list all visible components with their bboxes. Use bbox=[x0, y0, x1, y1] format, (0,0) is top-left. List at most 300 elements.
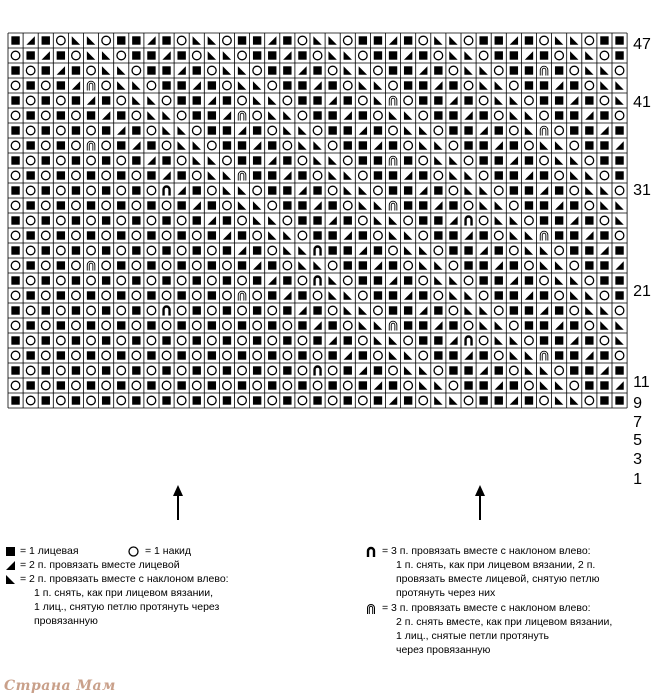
knit-cell bbox=[359, 381, 367, 389]
knit-cell bbox=[404, 66, 412, 74]
yarn-over-cell bbox=[87, 246, 96, 255]
ssk-cell bbox=[495, 336, 503, 344]
knit-cell bbox=[600, 351, 608, 359]
knit-cell bbox=[404, 276, 412, 284]
knit-cell bbox=[193, 96, 201, 104]
yarn-over-cell bbox=[26, 186, 35, 195]
knit-cell bbox=[42, 96, 50, 104]
knit-cell bbox=[162, 246, 170, 254]
sk2p-cell bbox=[315, 277, 321, 286]
yarn-over-cell bbox=[117, 156, 126, 165]
knit-cell bbox=[404, 81, 412, 89]
yarn-over-cell bbox=[268, 396, 277, 405]
knit-cell bbox=[268, 51, 276, 59]
knit-cell bbox=[117, 321, 125, 329]
ssk-cell bbox=[525, 246, 533, 254]
ssk-cell bbox=[525, 231, 533, 239]
knit-cell bbox=[479, 396, 487, 404]
knit-cell bbox=[132, 336, 140, 344]
yarn-over-cell bbox=[494, 306, 503, 315]
knit-cell bbox=[374, 276, 382, 284]
knit-cell bbox=[313, 96, 321, 104]
ssk-cell bbox=[162, 111, 170, 119]
yarn-over-cell bbox=[102, 291, 111, 300]
k2tog-cell bbox=[162, 171, 170, 179]
yarn-over-cell bbox=[253, 66, 262, 75]
knit-cell bbox=[57, 171, 65, 179]
yarn-over-cell bbox=[283, 351, 292, 360]
legend-ssk-2: 1 п. снять, как при лицевом вязании, bbox=[34, 587, 214, 599]
knit-cell bbox=[72, 66, 80, 74]
knit-cell bbox=[208, 126, 216, 134]
yarn-over-cell bbox=[147, 186, 156, 195]
ssk-cell bbox=[510, 231, 518, 239]
knit-cell bbox=[11, 36, 19, 44]
yarn-over-cell bbox=[72, 381, 81, 390]
knit-cell bbox=[389, 66, 397, 74]
k2tog-cell bbox=[374, 141, 382, 149]
knit-cell bbox=[26, 141, 34, 149]
legend-ssk-4: провязанную bbox=[34, 615, 98, 627]
yarn-over-cell bbox=[117, 396, 126, 405]
ssk-cell bbox=[253, 216, 261, 224]
knit-cell bbox=[132, 186, 140, 194]
yarn-over-cell bbox=[208, 396, 217, 405]
watermark: Страна Мам bbox=[4, 678, 116, 694]
knit-cell bbox=[359, 141, 367, 149]
yarn-over-cell bbox=[223, 321, 232, 330]
ssk-cell bbox=[615, 96, 623, 104]
knit-cell bbox=[253, 336, 261, 344]
ssk-cell bbox=[253, 201, 261, 209]
knit-cell bbox=[495, 171, 503, 179]
knit-cell bbox=[479, 156, 487, 164]
ssk-cell bbox=[615, 81, 623, 89]
k2tog-cell bbox=[313, 321, 321, 329]
ssk-cell bbox=[102, 51, 110, 59]
k2tog-cell bbox=[177, 66, 185, 74]
knit-cell bbox=[162, 216, 170, 224]
yarn-over-cell bbox=[359, 336, 368, 345]
yarn-over-cell bbox=[283, 96, 292, 105]
ssk-cell bbox=[344, 51, 352, 59]
knit-cell bbox=[193, 306, 201, 314]
knit-cell bbox=[42, 126, 50, 134]
sk2p-cell bbox=[315, 367, 321, 376]
knit-cell bbox=[389, 381, 397, 389]
row-label: 47 bbox=[633, 36, 651, 53]
knit-cell bbox=[328, 111, 336, 119]
yarn-over-cell bbox=[585, 396, 594, 405]
knit-cell bbox=[615, 366, 623, 374]
yarn-over-cell bbox=[449, 66, 458, 75]
knit-cell bbox=[57, 261, 65, 269]
ssk-cell bbox=[570, 36, 578, 44]
legend-k2tog: = 2 п. провязать вместе лицевой bbox=[20, 559, 180, 571]
knit-cell bbox=[117, 261, 125, 269]
knit-cell bbox=[11, 126, 19, 134]
knit-cell bbox=[389, 186, 397, 194]
yarn-over-cell bbox=[26, 396, 35, 405]
k2tog-cell bbox=[585, 111, 593, 119]
ssk-cell bbox=[600, 66, 608, 74]
knit-cell bbox=[117, 36, 125, 44]
yarn-over-cell bbox=[328, 306, 337, 315]
ssk-cell bbox=[404, 111, 412, 119]
yarn-over-cell bbox=[268, 246, 277, 255]
ssk-cell bbox=[525, 351, 533, 359]
ssk-cell bbox=[615, 201, 623, 209]
ssk-cell bbox=[464, 66, 472, 74]
knit-cell bbox=[177, 81, 185, 89]
knit-cell bbox=[555, 351, 563, 359]
yarn-over-cell bbox=[26, 216, 35, 225]
knit-cell bbox=[11, 96, 19, 104]
knit-cell bbox=[449, 111, 457, 119]
knit-cell bbox=[525, 306, 533, 314]
k2tog-cell bbox=[177, 186, 185, 194]
ssk-cell bbox=[298, 141, 306, 149]
yarn-over-cell bbox=[192, 321, 201, 330]
knit-cell bbox=[419, 51, 427, 59]
knit-cell bbox=[238, 156, 246, 164]
yarn-over-cell bbox=[298, 336, 307, 345]
knit-cell bbox=[374, 126, 382, 134]
yarn-over-cell bbox=[570, 66, 579, 75]
yarn-over-cell bbox=[525, 96, 534, 105]
yarn-over-cell bbox=[494, 66, 503, 75]
yarn-over-cell bbox=[208, 66, 217, 75]
yarn-over-cell bbox=[72, 291, 81, 300]
yarn-over-cell bbox=[328, 66, 337, 75]
knit-cell bbox=[419, 171, 427, 179]
knit-cell bbox=[132, 306, 140, 314]
yarn-over-cell bbox=[162, 201, 171, 210]
knit-cell bbox=[177, 261, 185, 269]
knit-cell bbox=[510, 261, 518, 269]
ssk-cell bbox=[359, 81, 367, 89]
ssk-cell bbox=[434, 276, 442, 284]
ssk-cell bbox=[570, 171, 578, 179]
yarn-over-cell bbox=[102, 141, 111, 150]
knit-cell bbox=[328, 231, 336, 239]
yarn-over-cell bbox=[57, 36, 66, 45]
k2tog-cell bbox=[193, 201, 201, 209]
knit-cell bbox=[344, 246, 352, 254]
knit-cell bbox=[253, 156, 261, 164]
ssk-cell bbox=[177, 126, 185, 134]
k2tog-cell bbox=[495, 381, 503, 389]
yarn-over-cell bbox=[359, 51, 368, 60]
k2tog-cell bbox=[223, 111, 231, 119]
yarn-over-cell bbox=[117, 306, 126, 315]
knit-cell bbox=[87, 291, 95, 299]
knit-cell bbox=[328, 351, 336, 359]
k2tog-cell bbox=[359, 126, 367, 134]
knit-cell bbox=[389, 306, 397, 314]
ssk-cell bbox=[555, 156, 563, 164]
ssk-cell bbox=[344, 66, 352, 74]
knit-cell bbox=[464, 141, 472, 149]
k2tog-cell bbox=[238, 246, 246, 254]
knit-cell bbox=[87, 321, 95, 329]
knit-cell bbox=[208, 321, 216, 329]
knit-cell bbox=[434, 96, 442, 104]
yarn-over-cell bbox=[57, 276, 66, 285]
yarn-over-cell bbox=[510, 201, 519, 210]
k2tog-cell bbox=[479, 366, 487, 374]
ssk-cell bbox=[434, 36, 442, 44]
legend-s2k1p-1: = 3 п. провязать вместе с наклоном влево: bbox=[382, 602, 591, 614]
yarn-over-cell bbox=[117, 96, 126, 105]
ssk-cell bbox=[223, 51, 231, 59]
ssk-cell bbox=[268, 96, 276, 104]
knit-cell bbox=[434, 336, 442, 344]
repeat-arrow bbox=[173, 485, 183, 520]
ssk-cell bbox=[449, 51, 457, 59]
yarn-over-cell bbox=[359, 291, 368, 300]
ssk-cell bbox=[585, 66, 593, 74]
yarn-over-cell bbox=[298, 231, 307, 240]
yarn-over-cell bbox=[253, 111, 262, 120]
yarn-over-cell bbox=[343, 201, 352, 210]
knit-cell bbox=[615, 126, 623, 134]
yarn-over-cell bbox=[41, 171, 50, 180]
yarn-over-cell bbox=[359, 96, 368, 105]
yarn-over-cell bbox=[525, 336, 534, 345]
knit-cell bbox=[283, 366, 291, 374]
knit-cell bbox=[193, 66, 201, 74]
yarn-over-cell bbox=[238, 51, 247, 60]
knit-cell bbox=[540, 201, 548, 209]
knit-cell bbox=[253, 51, 261, 59]
knit-cell bbox=[57, 141, 65, 149]
ssk-cell bbox=[510, 351, 518, 359]
yarn-over-cell bbox=[464, 201, 473, 210]
yarn-over-cell bbox=[419, 231, 428, 240]
ssk-cell bbox=[600, 306, 608, 314]
yarn-over-cell bbox=[449, 186, 458, 195]
knit-cell bbox=[102, 306, 110, 314]
yarn-over-cell bbox=[555, 126, 564, 135]
yarn-over-cell bbox=[223, 156, 232, 165]
yarn-over-cell bbox=[555, 291, 564, 300]
knit-cell bbox=[102, 126, 110, 134]
yarn-over-cell bbox=[570, 141, 579, 150]
knit-cell bbox=[449, 201, 457, 209]
yarn-over-cell bbox=[464, 81, 473, 90]
ssk-cell bbox=[419, 246, 427, 254]
knit-cell bbox=[525, 201, 533, 209]
ssk-cell bbox=[253, 81, 261, 89]
yarn-over-cell bbox=[298, 276, 307, 285]
k2tog-cell bbox=[510, 396, 518, 404]
ssk-cell bbox=[298, 126, 306, 134]
k2tog-cell bbox=[615, 381, 623, 389]
knit-cell bbox=[26, 261, 34, 269]
knit-cell bbox=[585, 336, 593, 344]
knit-cell bbox=[147, 291, 155, 299]
k2tog-cell bbox=[344, 111, 352, 119]
ssk-cell bbox=[510, 96, 518, 104]
knit-cell bbox=[117, 111, 125, 119]
knit-cell bbox=[147, 231, 155, 239]
knit-cell bbox=[26, 231, 34, 239]
knit-cell bbox=[555, 336, 563, 344]
knit-cell bbox=[374, 36, 382, 44]
yarn-over-cell bbox=[600, 291, 609, 300]
ssk-cell bbox=[570, 51, 578, 59]
knit-cell bbox=[615, 51, 623, 59]
knit-cell bbox=[57, 381, 65, 389]
knit-cell bbox=[132, 51, 140, 59]
ssk-cell bbox=[117, 81, 125, 89]
yarn-over-cell bbox=[343, 156, 352, 165]
ssk-cell bbox=[434, 381, 442, 389]
yarn-over-cell bbox=[192, 126, 201, 135]
s2k1p-cell bbox=[540, 231, 548, 240]
knit-cell bbox=[283, 81, 291, 89]
ssk-cell bbox=[238, 66, 246, 74]
knit-cell bbox=[72, 96, 80, 104]
yarn-over-cell bbox=[600, 96, 609, 105]
knit-cell bbox=[57, 351, 65, 359]
yarn-over-cell bbox=[177, 111, 186, 120]
ssk-cell bbox=[479, 186, 487, 194]
yarn-over-cell bbox=[283, 381, 292, 390]
knit-cell bbox=[42, 66, 50, 74]
knit-cell bbox=[147, 381, 155, 389]
row-label: 1 bbox=[633, 471, 643, 488]
knit-cell bbox=[313, 216, 321, 224]
yarn-over-cell bbox=[11, 141, 20, 150]
yarn-over-cell bbox=[313, 291, 322, 300]
knit-cell bbox=[615, 396, 623, 404]
yarn-over-cell bbox=[26, 96, 35, 105]
yarn-over-cell bbox=[132, 201, 141, 210]
yarn-over-cell bbox=[192, 51, 201, 60]
yarn-over-cell bbox=[117, 51, 126, 60]
knit-cell bbox=[238, 381, 246, 389]
k2tog-cell bbox=[525, 171, 533, 179]
legend-yo: = 1 накид bbox=[145, 545, 192, 557]
k2tog-cell bbox=[57, 66, 65, 74]
ssk-cell bbox=[359, 201, 367, 209]
knit-cell bbox=[600, 276, 608, 284]
knit-cell bbox=[223, 126, 231, 134]
ssk-cell bbox=[540, 141, 548, 149]
knit-cell bbox=[540, 336, 548, 344]
ssk-cell bbox=[359, 66, 367, 74]
yarn-over-cell bbox=[177, 396, 186, 405]
k2tog-cell bbox=[147, 156, 155, 164]
yarn-over-cell bbox=[223, 381, 232, 390]
knit-cell bbox=[585, 96, 593, 104]
knit-cell bbox=[600, 36, 608, 44]
yarn-over-cell bbox=[313, 51, 322, 60]
knit-cell bbox=[238, 321, 246, 329]
ssk-cell bbox=[223, 171, 231, 179]
yarn-over-cell bbox=[177, 246, 186, 255]
ssk-cell bbox=[600, 321, 608, 329]
knit-cell bbox=[404, 156, 412, 164]
knit-cell bbox=[102, 186, 110, 194]
ssk-cell bbox=[510, 336, 518, 344]
ssk-cell bbox=[313, 141, 321, 149]
yarn-over-cell bbox=[41, 231, 50, 240]
yarn-over-cell bbox=[434, 171, 443, 180]
ssk-cell bbox=[570, 291, 578, 299]
knit-cell bbox=[344, 261, 352, 269]
yarn-over-cell bbox=[208, 366, 217, 375]
knit-cell bbox=[525, 396, 533, 404]
k2tog-cell bbox=[283, 291, 291, 299]
k2tog-cell bbox=[419, 66, 427, 74]
yarn-over-cell bbox=[253, 186, 262, 195]
yarn-over-cell bbox=[147, 366, 156, 375]
knit-cell bbox=[26, 171, 34, 179]
k2tog-cell bbox=[525, 291, 533, 299]
knit-cell bbox=[283, 66, 291, 74]
knit-cell bbox=[404, 36, 412, 44]
yarn-over-cell bbox=[298, 111, 307, 120]
yarn-over-cell bbox=[177, 36, 186, 45]
yarn-over-cell bbox=[479, 216, 488, 225]
yarn-over-cell bbox=[283, 261, 292, 270]
k2tog-cell bbox=[464, 351, 472, 359]
knit-cell bbox=[555, 96, 563, 104]
knit-cell bbox=[434, 306, 442, 314]
knit-cell bbox=[102, 396, 110, 404]
yarn-over-cell bbox=[313, 381, 322, 390]
k2tog-cell bbox=[344, 231, 352, 239]
yarn-over-cell bbox=[11, 351, 20, 360]
ssk-cell bbox=[328, 291, 336, 299]
knit-cell bbox=[298, 51, 306, 59]
knit-cell bbox=[223, 216, 231, 224]
ssk-cell bbox=[585, 291, 593, 299]
knit-cell bbox=[555, 186, 563, 194]
ssk-cell bbox=[389, 351, 397, 359]
knit-cell bbox=[147, 261, 155, 269]
yarn-over-cell bbox=[162, 261, 171, 270]
knit-cell bbox=[585, 246, 593, 254]
yarn-over-cell bbox=[374, 186, 383, 195]
knit-cell bbox=[540, 321, 548, 329]
knit-cell bbox=[479, 381, 487, 389]
yarn-over-cell bbox=[132, 351, 141, 360]
ssk-cell bbox=[268, 216, 276, 224]
knit-cell bbox=[570, 111, 578, 119]
yarn-over-cell bbox=[449, 141, 458, 150]
yarn-over-cell bbox=[253, 351, 262, 360]
knit-cell bbox=[404, 186, 412, 194]
k2tog-cell bbox=[298, 306, 306, 314]
knit-cell bbox=[223, 276, 231, 284]
ssk-cell bbox=[87, 51, 95, 59]
ssk-cell bbox=[208, 51, 216, 59]
knit-cell bbox=[177, 291, 185, 299]
sk2p-cell bbox=[164, 307, 170, 316]
yarn-over-cell bbox=[162, 321, 171, 330]
knit-cell bbox=[268, 261, 276, 269]
yarn-over-cell bbox=[147, 336, 156, 345]
yarn-over-cell bbox=[328, 396, 337, 405]
ssk-cell bbox=[389, 216, 397, 224]
yarn-over-cell bbox=[72, 141, 81, 150]
knit-cell bbox=[510, 51, 518, 59]
yarn-over-cell bbox=[57, 336, 66, 345]
